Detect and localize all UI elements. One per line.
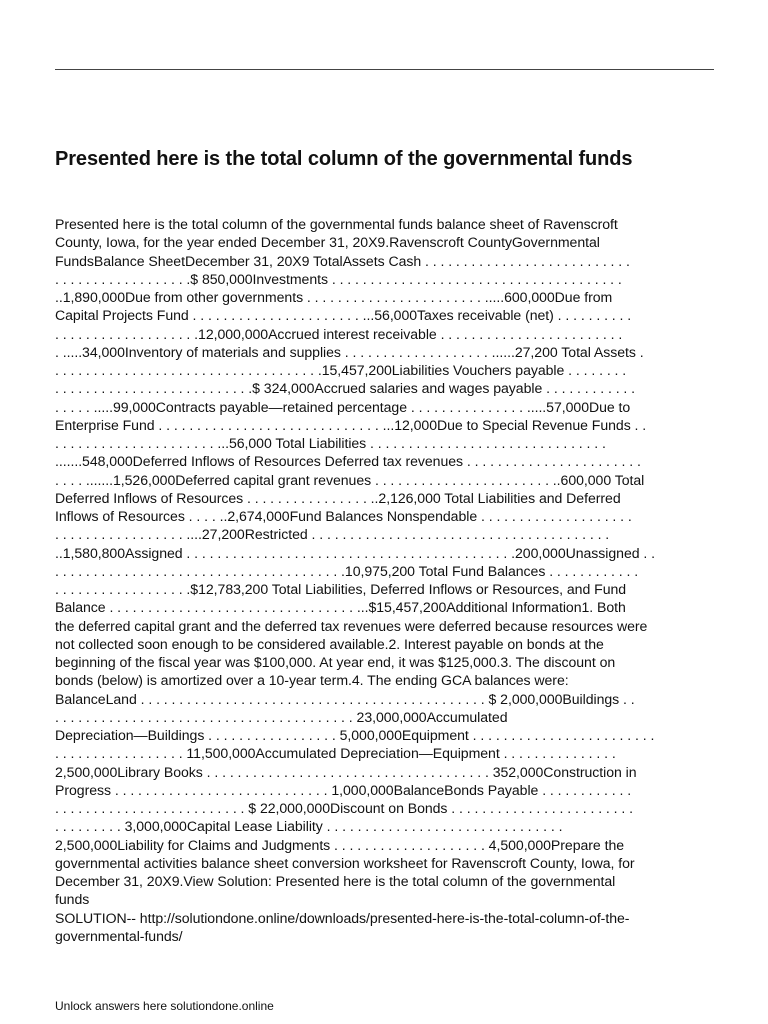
body-line: not collected soon enough to be considered available.2. Interest payable on bonds at the	[55, 635, 604, 652]
body-line: Deferred Inflows of Resources . . . . . . . . . . . . . . . . ..2,126,000 Total Liabilities and Deferred	[55, 489, 621, 506]
body-line: SOLUTION-- http://solutiondone.online/downloads/presented-here-is-the-total-column-of-the-	[55, 909, 630, 926]
body-line: .......548,000Deferred Inflows of Resources Deferred tax revenues . . . . . . . . . . . . . . . . . . . . . . .	[55, 453, 641, 470]
body-line: . . . . . . . . . . . . . . . . . .$ 850,000Investments . . . . . . . . . . . . . . . . . . . . . . . . . . . . . . . . . . . . . .	[55, 270, 622, 287]
body-line: . . . . . . . . . . . . . . . . . ....27,200Restricted . . . . . . . . . . . . . . . . . . . . . . . . . . . . . . . . . . . . . . .	[55, 526, 610, 543]
body-line: . . . . . .....99,000Contracts payable—retained percentage . . . . . . . . . . . . . . . .....57,000Due to	[55, 398, 631, 415]
body-line: Balance . . . . . . . . . . . . . . . . . . . . . . . . . . . . . . . . ...$15,457,200Additional Information1. Both	[55, 599, 626, 616]
body-line: . . . . . . . . . . . . . . . . . . . . . . . . . . . . . . . . . . . . . . . 23,000,000Accumulated	[55, 708, 508, 725]
body-line: . . . . . . . . . . . . . . . . . . .12,000,000Accrued interest receivable . . . . . . . . . . . . . . . . . . . . . . . .	[55, 325, 623, 342]
body-line: Presented here is the total column of the governmental funds balance sheet of Ravenscroft	[55, 216, 618, 232]
body-line: beginning of the fiscal year was $100,000. At year end, it was $125,000.3. The discount on	[55, 654, 616, 670]
body-line: ..1,890,000Due from other governments . . . . . . . . . . . . . . . . . . . . . . . .....600,000Due from	[55, 289, 613, 305]
body-line: County, Iowa, for the year ended December 31, 20X9.Ravenscroft CountyGovernmental	[55, 234, 600, 251]
body-line: . . . . . . . . . 3,000,000Capital Lease Liability . . . . . . . . . . . . . . . . . . . . . . . . . . . . . . .	[55, 818, 563, 835]
body-line: bonds (below) is amortized over a 10-year term.4. The ending GCA balances were:	[55, 672, 569, 689]
body-line: 2,500,000Liability for Claims and Judgments . . . . . . . . . . . . . . . . . . . . 4,500,000Prepare the	[55, 836, 625, 853]
body-line: . . . . . . . . . . . . . . . . . . . . . . . . . . . . . . . . . . .15,457,200Liabilities Vouchers payable . . . . . . . .	[55, 362, 627, 378]
body-text	[55, 215, 723, 945]
body-line: funds	[55, 891, 90, 908]
body-line: governmental activities balance sheet conversion worksheet for Ravenscroft County, Iowa, for	[55, 854, 635, 871]
body-line: FundsBalance SheetDecember 31, 20X9 TotalAssets Cash . . . . . . . . . . . . . . . . . . . . . . . . . . .	[55, 252, 630, 269]
body-line: Inflows of Resources . . . . ..2,674,000Fund Balances Nonspendable . . . . . . . . . . . . . . . . . . . .	[55, 508, 632, 524]
body-line: . . . . . . . . . . . . . . . . . . . . . . . . . . . . . . . . . . . . . .10,975,200 Total Fund Balances . . . . . . . . . . . .	[55, 562, 639, 579]
body-line: Enterprise Fund . . . . . . . . . . . . . . . . . . . . . . . . . . . . . ...12,000Due to Special Revenue Funds . .	[55, 416, 647, 433]
body-line: . . . . . . . . . . . . . . . . . . . . . ...56,000 Total Liabilities . . . . . . . . . . . . . . . . . . . . . . . . . . . . . . .	[55, 435, 606, 451]
body-line: . . . . . . . . . . . . . . . . . 11,500,000Accumulated Depreciation—Equipment . . . . . . . . . . . . . . .	[55, 745, 616, 762]
top-divider	[55, 69, 714, 70]
body-line: 2,500,000Library Books . . . . . . . . . . . . . . . . . . . . . . . . . . . . . . . . . . . . . 352,000Construction in	[55, 763, 637, 780]
body-line: December 31, 20X9.View Solution: Presented here is the total column of the governmental	[55, 873, 616, 889]
body-line: . . . . . . . . . . . . . . . . . . . . . . . . . .$ 324,000Accrued salaries and wages payable . . . . . . . . . . . .	[55, 380, 636, 397]
body-line: BalanceLand . . . . . . . . . . . . . . . . . . . . . . . . . . . . . . . . . . . . . . . . . . . . . $ 2,000,000Buildings . .	[55, 690, 635, 707]
body-line: Depreciation—Buildings . . . . . . . . . . . . . . . . . 5,000,000Equipment . . . . . . . . . . . . . . . . . . . . . . . .	[55, 727, 655, 743]
body-line: . . . . .......1,526,000Deferred capital grant revenues . . . . . . . . . . . . . . . . . . . . . . . ..600,000 Total	[55, 471, 645, 488]
body-line: Capital Projects Fund . . . . . . . . . . . . . . . . . . . . . . ...56,000Taxes receivable (net) . . . . . . . . . .	[55, 307, 632, 324]
body-line: . .....34,000Inventory of materials and supplies . . . . . . . . . . . . . . . . . . . ......27,200 Total Assets .	[55, 343, 644, 360]
body-line: . . . . . . . . . . . . . . . . . .$12,783,200 Total Liabilities, Deferred Inflows or Resources, and Fund	[55, 581, 627, 597]
page-title: Presented here is the total column of the governmental funds	[55, 148, 633, 170]
footer-text: Unlock answers here solutiondone.online	[55, 999, 274, 1013]
body-line: Progress . . . . . . . . . . . . . . . . . . . . . . . . . . . . 1,000,000BalanceBonds Payable . . . . . . . . . . . .	[55, 781, 632, 798]
body-line: ..1,580,800Assigned . . . . . . . . . . . . . . . . . . . . . . . . . . . . . . . . . . . . . . . . . . .200,000Unassigned . .	[55, 544, 656, 561]
body-line: . . . . . . . . . . . . . . . . . . . . . . . . . $ 22,000,000Discount on Bonds . . . . . . . . . . . . . . . . . . . . . . . .	[55, 800, 633, 816]
body-line: governmental-funds/	[55, 927, 183, 944]
body-line: the deferred capital grant and the deferred tax revenues were deferred because resources were	[55, 617, 648, 634]
